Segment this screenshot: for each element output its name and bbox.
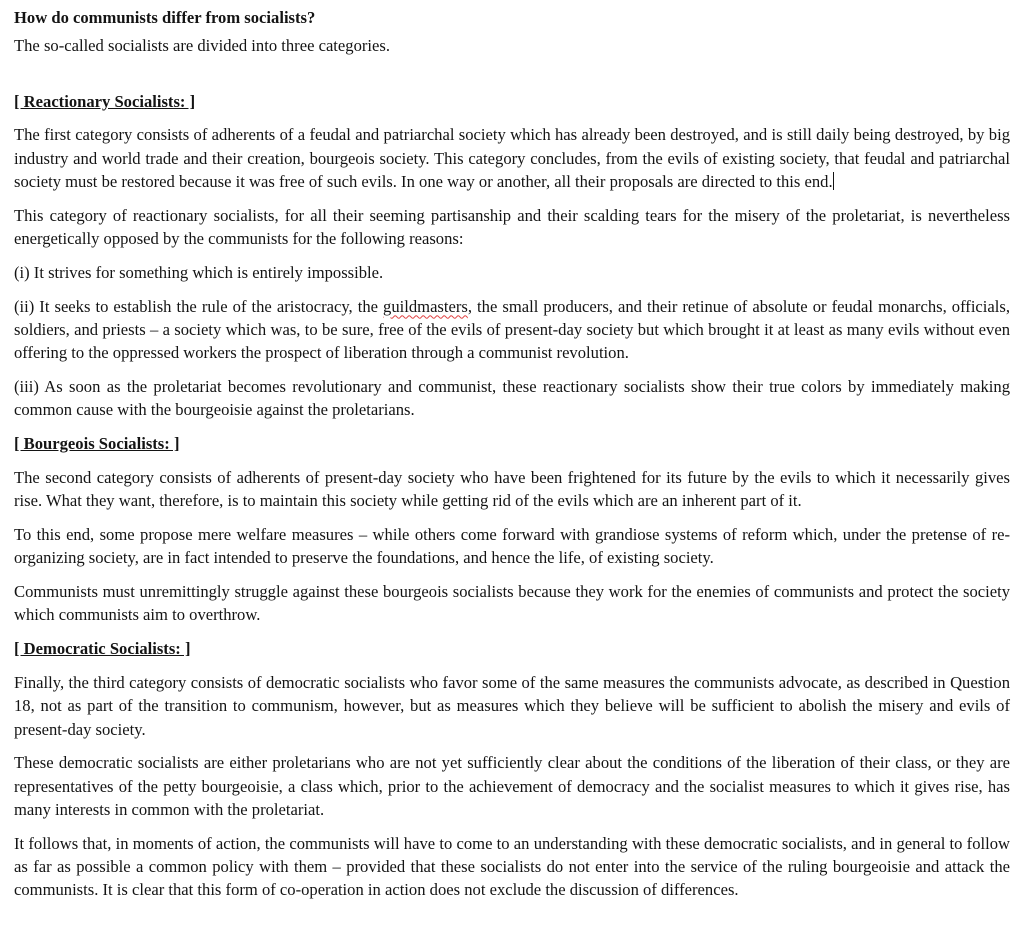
intro-paragraph: The so-called socialists are divided into three categories.	[14, 36, 390, 56]
reactionary-paragraph-2: This category of reactionary socialists, for all their seeming partisanship and their scalding tears for the misery of the proletariat, is nevertheless energetically opposed by the communists for the following reasons:	[14, 205, 1010, 249]
heading-reactionary-socialists: [ Reactionary Socialists: ]	[14, 92, 196, 112]
reactionary-paragraph-1	[14, 123, 1010, 193]
heading-democratic-socialists: [ Democratic Socialists: ]	[14, 639, 191, 659]
democratic-paragraph-1: Finally, the third category consists of democratic socialists who favor some of the same measures the communists advocate, as described in Question 18, not as part of the transition to communism, however, but as measures which they believe will be sufficient to abolish the misery and evils of present-day society.	[14, 673, 1010, 739]
bourgeois-paragraph-2: To this end, some propose mere welfare measures – while others come forward with grandiose systems of reform which, under the pretense of re-organizing society, are in fact intended to preserve the foundations, and hence the life, of existing society.	[14, 525, 1010, 568]
reactionary-reason-2	[14, 295, 1010, 365]
bourgeois-paragraph-1: The second category consists of adherents of present-day society who have been frightened for its future by the evils to which it necessarily gives rise. What they want, therefore, is to maintain this society while getting rid of the evils which are an inherent part of it.	[14, 467, 1010, 511]
reactionary-paragraph-1-text: The first category consists of adherents of a feudal and patriarchal society which has already been destroyed, and is still daily being destroyed, by big industry and world trade and their creation, bourgeois society. This category concludes, from the evils of existing society, that feudal and patriarchal society must be restored because it was free of such evils. In one way or another, all their proposals are directed to this end.	[14, 125, 1010, 191]
reactionary-reason-2-start: (ii) It seeks to establish the rule of the aristocracy, the	[14, 296, 384, 316]
heading-bourgeois-socialists: [ Bourgeois Socialists: ]	[14, 434, 180, 454]
reactionary-reason-2-end: , the small producers, and their retinue of absolute or feudal monarchs, officials, soldiers, and priests – a society which was, to be sure, free of the evils of present-day society but which brought it at least as many evils without even offering to the oppressed workers the prospect of liberation through a communist revolution.	[14, 296, 1010, 363]
spellcheck-flagged-word[interactable]: guildmasters	[383, 296, 468, 316]
blank-line	[14, 68, 1010, 90]
document-title: How do communists differ from socialists?	[14, 8, 316, 27]
bourgeois-paragraph-3: Communists must unremittingly struggle against these bourgeois socialists because they work for the enemies of communists and protect the society which communists aim to overthrow.	[14, 582, 1010, 625]
reactionary-reason-1: (i) It strives for something which is entirely impossible.	[14, 262, 384, 282]
democratic-paragraph-2: These democratic socialists are either proletarians who are not yet sufficiently clear about the conditions of the liberation of their class, or they are representatives of the petty bourgeoisie, a class which, prior to the achievement of democracy and the socialist measures to which it gives rise, has many interests in common with the proletariat.	[14, 753, 1010, 820]
democratic-paragraph-3: It follows that, in moments of action, the communists will have to come to an understanding with these democratic socialists, and in general to follow as far as possible a common policy with them – provided that these socialists do not enter into the service of the ruling bourgeoisie and attack the communists. It is clear that this form of co-operation in action does not exclude the discussion of differences.	[14, 833, 1010, 900]
reactionary-reason-3: (iii) As soon as the proletariat becomes revolutionary and communist, these reactionary socialists show their true colors by immediately making common cause with the bourgeoisie against the proletarians.	[14, 377, 1010, 420]
document-body[interactable]	[14, 6, 1010, 912]
text-cursor	[833, 172, 834, 190]
